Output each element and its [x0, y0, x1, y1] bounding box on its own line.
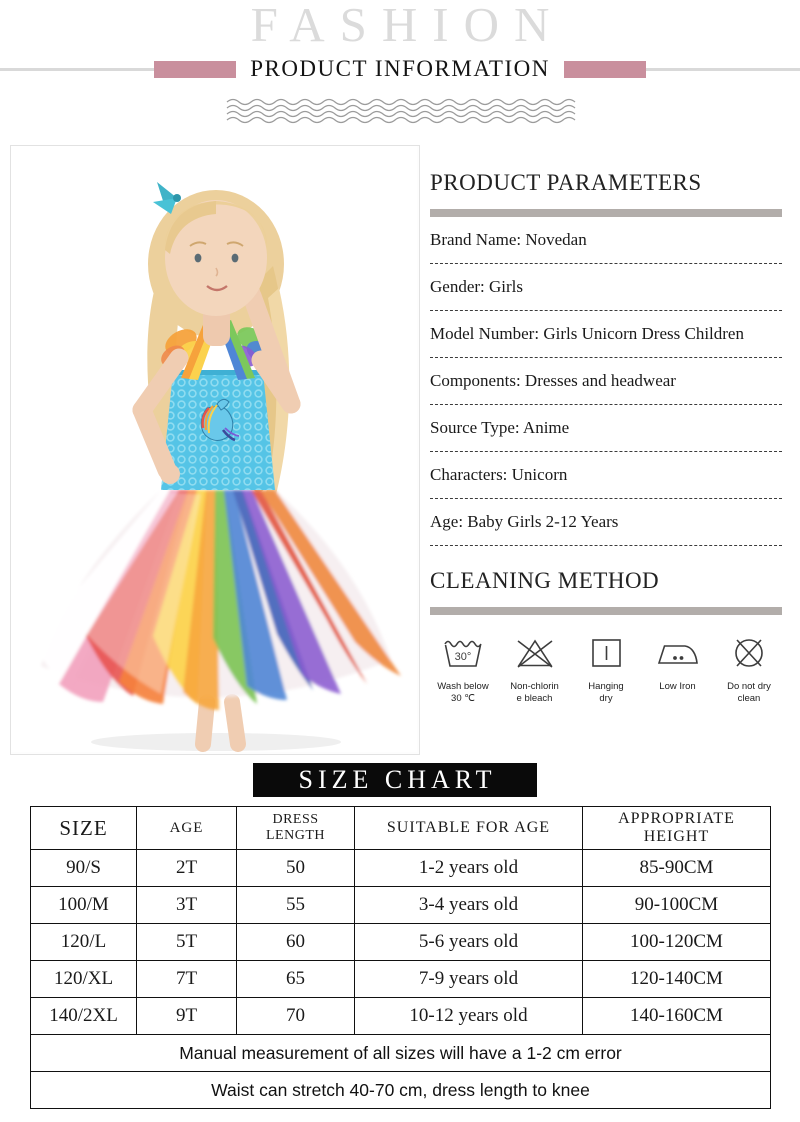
size-chart-table: [30, 806, 771, 1109]
product-parameters-section: [430, 170, 782, 705]
wave-decoration: [225, 97, 577, 125]
measurement-error-note: Manual measurement of all sizes will have a 1-2 cm error: [31, 1035, 771, 1072]
care-label: Non-chlorin e bleach: [510, 681, 559, 704]
non-chlorine-bleach-icon: [515, 635, 555, 671]
care-label: Wash below 30 ℃: [437, 681, 489, 704]
divider-line: [646, 68, 800, 71]
cell-size: 100/M: [31, 887, 137, 924]
cell-size: 140/2XL: [31, 998, 137, 1035]
do-not-dry-clean-icon: [729, 635, 769, 671]
brand-watermark: FASHION: [250, 0, 565, 52]
svg-text:30°: 30°: [454, 651, 472, 663]
care-label: Low Iron: [659, 681, 696, 692]
waist-stretch-note: Waist can stretch 40-70 cm, dress length to knee: [31, 1072, 771, 1109]
divider-line: [0, 68, 154, 71]
parameter-brand-name: Brand Name: Novedan: [430, 217, 782, 264]
cell-size: 120/XL: [31, 961, 137, 998]
girl-in-rainbow-tutu-dress-illustration: [11, 146, 417, 752]
cell-age: 5T: [137, 924, 237, 961]
parameter-source-type: Source Type: Anime: [430, 405, 782, 452]
table-row: [31, 850, 771, 887]
cell-height: 100-120CM: [583, 924, 771, 961]
cleaning-method-title: CLEANING METHOD: [430, 568, 660, 593]
cell-age: 9T: [137, 998, 237, 1035]
parameter-gender: Gender: Girls: [430, 264, 782, 311]
care-label: Hanging dry: [588, 681, 624, 704]
cell-length: 70: [237, 998, 355, 1035]
table-note-row: [31, 1035, 771, 1072]
section-underline-bar: [430, 209, 782, 217]
parameter-components: Components: Dresses and headwear: [430, 358, 782, 405]
table-header-row: [31, 807, 771, 850]
care-label: Do not dry clean: [727, 681, 771, 704]
table-row: [31, 998, 771, 1035]
low-iron-icon: [656, 635, 700, 671]
column-header-suitable-for-age: SUITABLE FOR AGE: [355, 807, 583, 850]
table-row: [31, 924, 771, 961]
cell-length: 65: [237, 961, 355, 998]
care-item-no-bleach: [502, 635, 568, 705]
column-header-dress-length: [237, 807, 355, 850]
cell-size: 90/S: [31, 850, 137, 887]
care-symbols-row: [430, 635, 782, 705]
cell-age: 2T: [137, 850, 237, 887]
table-row: [31, 961, 771, 998]
accent-bar: [564, 61, 646, 78]
parameter-model-number: Model Number: Girls Unicorn Dress Children: [430, 311, 782, 358]
cell-suit: 1-2 years old: [355, 850, 583, 887]
column-header-label: DRESS LENGTH: [266, 811, 325, 843]
cell-height: 140-160CM: [583, 998, 771, 1035]
section-underline-bar: [430, 607, 782, 615]
banner-title: PRODUCT INFORMATION: [250, 56, 550, 81]
size-chart-banner: [253, 763, 537, 797]
accent-bar: [154, 61, 236, 78]
cell-height: 90-100CM: [583, 887, 771, 924]
cell-length: 55: [237, 887, 355, 924]
product-parameters-title: PRODUCT PARAMETERS: [430, 170, 702, 195]
cell-suit: 5-6 years old: [355, 924, 583, 961]
cell-length: 60: [237, 924, 355, 961]
care-item-no-dry-clean: [716, 635, 782, 705]
product-information-banner: [0, 56, 800, 81]
product-photo: [10, 145, 420, 755]
parameter-age: Age: Baby Girls 2-12 Years: [430, 499, 782, 546]
table-row: [31, 887, 771, 924]
wash-below-30-icon: [441, 635, 485, 671]
cell-height: 85-90CM: [583, 850, 771, 887]
cell-suit: 10-12 years old: [355, 998, 583, 1035]
face: [165, 200, 267, 316]
cell-suit: 7-9 years old: [355, 961, 583, 998]
hanging-dry-icon: [588, 635, 624, 671]
cell-length: 50: [237, 850, 355, 887]
column-header-age: AGE: [137, 807, 237, 850]
cell-size: 120/L: [31, 924, 137, 961]
care-item-wash: [430, 635, 496, 705]
column-header-appropriate-height: [583, 807, 771, 850]
cell-age: 3T: [137, 887, 237, 924]
column-header-size: SIZE: [31, 807, 137, 850]
parameter-characters: Characters: Unicorn: [430, 452, 782, 499]
care-item-low-iron: [645, 635, 711, 705]
column-header-label: APPROPRIATE HEIGHT: [618, 809, 735, 845]
table-note-row: [31, 1072, 771, 1109]
cell-suit: 3-4 years old: [355, 887, 583, 924]
cell-age: 7T: [137, 961, 237, 998]
cell-height: 120-140CM: [583, 961, 771, 998]
size-chart-title: SIZE CHART: [298, 765, 497, 794]
care-item-hang-dry: [573, 635, 639, 705]
